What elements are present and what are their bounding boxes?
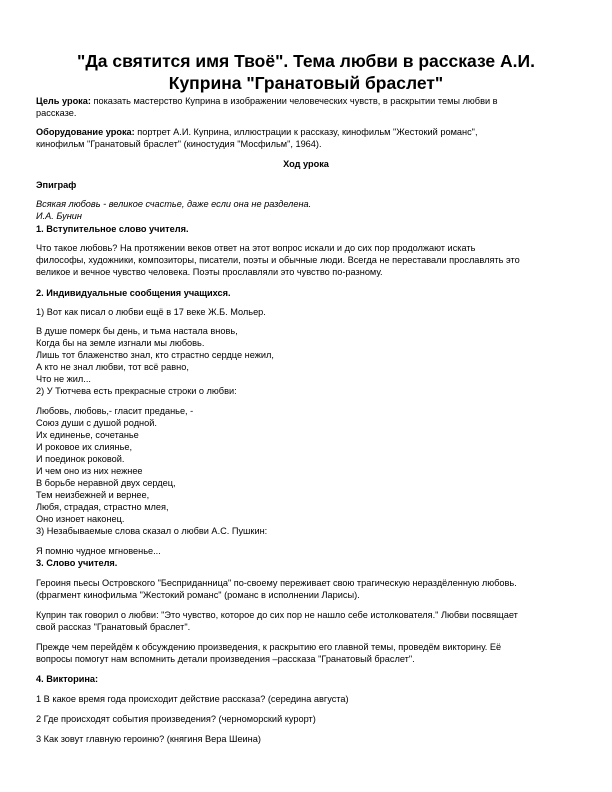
poem-line: Их единенье, сочетанье: [36, 430, 139, 440]
epigraph-author: И.А. Бунин: [36, 211, 82, 221]
poem-line: Союз души с душой родной.: [36, 418, 157, 428]
epigraph-quote: Всякая любовь - великое счастье, даже если она не разделена.: [36, 199, 312, 209]
poem-line: И чем оно из них нежнее: [36, 466, 143, 476]
quiz-item: 1 В какое время года происходит действие рассказа? (середина августа): [36, 694, 349, 704]
tyutchev-intro: 2) У Тютчева есть прекрасные строки о любви:: [36, 386, 237, 396]
poem-line: В душе померк бы день, и тьма настала вновь,: [36, 326, 238, 336]
section1-line: великое и вечное чувство человека. Поэты прославляли это чувство по-разному.: [36, 267, 383, 277]
title-line: "Да святится имя Твоё". Тема любви в рассказе А.И.: [77, 51, 535, 71]
equipment-paragraph: [36, 127, 478, 138]
section1-heading: 1. Вступительное слово учителя.: [36, 224, 189, 234]
section3-line: Куприн так говорил о любви: "Это чувство, которое до сих пор не нашло себе истолкователя." Любви посвящает: [36, 610, 518, 620]
poem-line: А кто не знал любви, тот всё равно,: [36, 362, 189, 372]
poem-line: Что не жил...: [36, 374, 91, 384]
poem-line: Лишь тот блаженство знал, кто страстно сердце нежил,: [36, 350, 274, 360]
poem-line: В борьбе неравной двух сердец,: [36, 478, 176, 488]
poem-line: Любовь, любовь,- гласит преданье, -: [36, 406, 194, 416]
section3-line: свой рассказ "Гранатовый браслет".: [36, 622, 191, 632]
quiz-item: 3 Как зовут главную героиню? (княгиня Вера Шеина): [36, 734, 261, 744]
section1-line: Что такое любовь? На протяжении веков ответ на этот вопрос искали и до сих пор продолжают искать: [36, 243, 476, 253]
pushkin-line: Я помню чудное мгновенье...: [36, 546, 161, 556]
poem-line: Любя, страдая, страстно млея,: [36, 502, 169, 512]
goal-label: Цель урока:: [36, 96, 91, 106]
equipment-text: портрет А.И. Куприна, иллюстрации к рассказу, кинофильм "Жестокий романс",: [134, 127, 478, 137]
section3-line: (фрагмент кинофильма "Жестокий романс" (романс в исполнении Ларисы).: [36, 590, 360, 600]
goal-text: показать мастерство Куприна в изображении человеческих чувств, в раскрытии темы любви в: [90, 96, 498, 106]
poem-line: Когда бы на земле изгнали мы любовь.: [36, 338, 205, 348]
moliere-intro: 1) Вот как писал о любви ещё в 17 веке Ж.Б. Мольер.: [36, 307, 266, 317]
section3-line: Героиня пьесы Островского "Бесприданница" по-своему переживает свою трагическую нераздёленную любовь.: [36, 578, 517, 588]
poem-line: И роковое их слиянье,: [36, 442, 133, 452]
goal-paragraph: [36, 96, 498, 107]
section4-heading: 4. Викторина:: [36, 674, 99, 684]
title-line: Куприна "Гранатовый браслет": [168, 73, 444, 93]
equipment-text-cont: кинофильм "Гранатовый браслет" (киностудия "Мосфильм", 1964).: [36, 139, 322, 149]
section3-line: Прежде чем перейдём к обсуждению произведения, к раскрытию его главной темы, проведём викторину. Её: [36, 642, 502, 652]
section2-heading: 2. Индивидуальные сообщения учащихся.: [36, 288, 231, 298]
epigraph-heading: Эпиграф: [36, 180, 77, 190]
pushkin-intro: 3) Незабываемые слова сказал о любви А.С. Пушкин:: [36, 526, 268, 536]
goal-text-cont: рассказе.: [36, 108, 77, 118]
course-heading: Ход урока: [283, 159, 329, 169]
document-title: [40, 50, 572, 94]
section3-line: вопросы помогут нам вспомнить детали произведения –рассказа "Гранатовый браслет".: [36, 654, 415, 664]
equipment-label: Оборудование урока:: [36, 127, 135, 137]
quiz-item: 2 Где происходят события произведения? (черноморский курорт): [36, 714, 316, 724]
section3-heading: 3. Слово учителя.: [36, 558, 118, 568]
poem-line: Оно изноет наконец.: [36, 514, 125, 524]
poem-line: И поединок роковой.: [36, 454, 125, 464]
section1-line: философы, художники, композиторы, писатели, поэты и обычные люди. Всегда не переставали прославлять это: [36, 255, 520, 265]
poem-line: Тем неизбежней и вернее,: [36, 490, 150, 500]
